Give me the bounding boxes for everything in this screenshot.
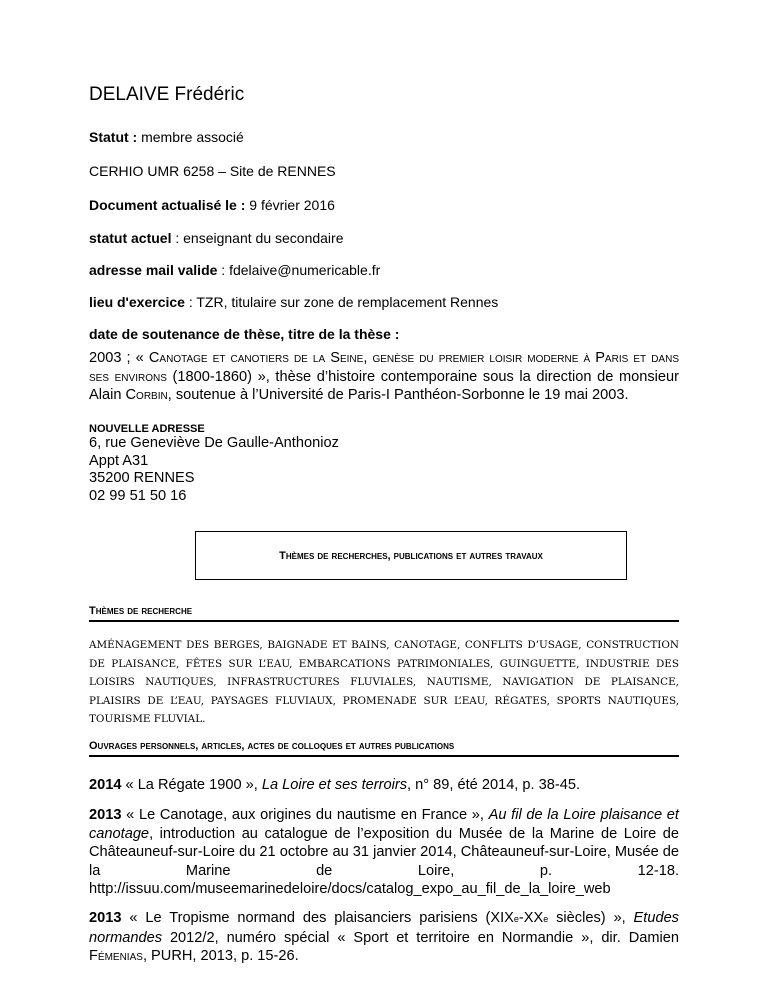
address-heading: NOUVELLE ADRESSE [89, 423, 205, 435]
divider [89, 755, 679, 757]
lieu-line: lieu d'exercice : TZR, titulaire sur zone de remplacement Rennes [89, 294, 499, 310]
section-title: Thèmes de recherches, publications et autres travaux [279, 549, 543, 562]
themes-text: AMÉNAGEMENT DES BERGES, BAIGNADE ET BAINS, CANOTAGE, CONFLITS D’USAGE, CONSTRUCTION DE PLAISANCE, FÊTES SUR L’EAU, EMBARCATIONS PATRIMONIALES, GUINGUETTE, INDUSTRIE DES LOISIRS NAUTIQUES, INFRASTRUCTURES FLUVIALES, NAUTISME, NAVIGATION DE PLAISANCE, PLAISIRS DE L’EAU, PAYSAGES FLUVIAUX, PROMENADE SUR L’EAU, RÉGATES, SPORTS NAUTIQUES, TOURISME FLUVIAL. [89, 639, 679, 726]
publication-item: 2013 « Le Canotage, aux origines du nautisme en France », Au fil de la Loire plaisance et canotage, introduction au catalogue de l’exposition du Musée de la Marine de Loire de Châteauneuf-sur-Loire du 21 octobre au 31 janvier 2014, Châteauneuf-sur-Loire, Musée de la Marine de Loire, p. 12-18. http://issuu.com/museemarinedeloire/docs/catalog_expo_au_fil_de_la_loire_web [89, 807, 679, 897]
mail-line: adresse mail valide : fdelaive@numericable.fr [89, 262, 381, 278]
address-line: 35200 RENNES [89, 470, 195, 486]
address-line: Appt A31 [89, 452, 149, 469]
publication-item: 2014 « La Régate 1900 », La Loire et ses terroirs, n° 89, été 2014, p. 38-45. [89, 777, 581, 793]
address-line: 02 99 51 50 16 [89, 487, 187, 504]
statut-line: Statut : membre associé [89, 129, 244, 145]
address-line: 6, rue Geneviève De Gaulle-Anthonioz [89, 435, 339, 451]
statut-actuel-line: statut actuel : enseignant du secondaire [89, 230, 344, 246]
themes-heading: Thèmes de recherche [89, 605, 193, 617]
these-paragraph: 2003 ; « Canotage et canotiers de la Seine, genèse du premier loisir moderne à Paris et dans ses environs (1800-1860) », thèse d’histoire contemporaine sous la direction de monsieur Alain Corbin, soutenue à l’Université de Paris-I Panthéon-Sorbonne le 19 mai 2003. [89, 350, 680, 403]
section-title-box [195, 531, 627, 580]
divider [89, 620, 679, 622]
updated-line: Document actualisé le : 9 février 2016 [89, 197, 335, 213]
these-label: date de soutenance de thèse, titre de la thèse : [89, 326, 400, 342]
author-name: DELAIVE Frédéric [89, 84, 245, 105]
address-block [89, 435, 339, 505]
publications-heading: Ouvrages personnels, articles, actes de colloques et autres publications [89, 740, 455, 752]
publication-item: 2013 « Le Tropisme normand des plaisanciers parisiens (XIXe-XXe siècles) », Etudes normandes 2012/2, numéro spécial « Sport et territoire en Normandie », dir. Damien Fémenias, PURH, 2013, p. 15-26. [89, 910, 679, 964]
lab-line: CERHIO UMR 6258 – Site de RENNES [89, 163, 336, 179]
